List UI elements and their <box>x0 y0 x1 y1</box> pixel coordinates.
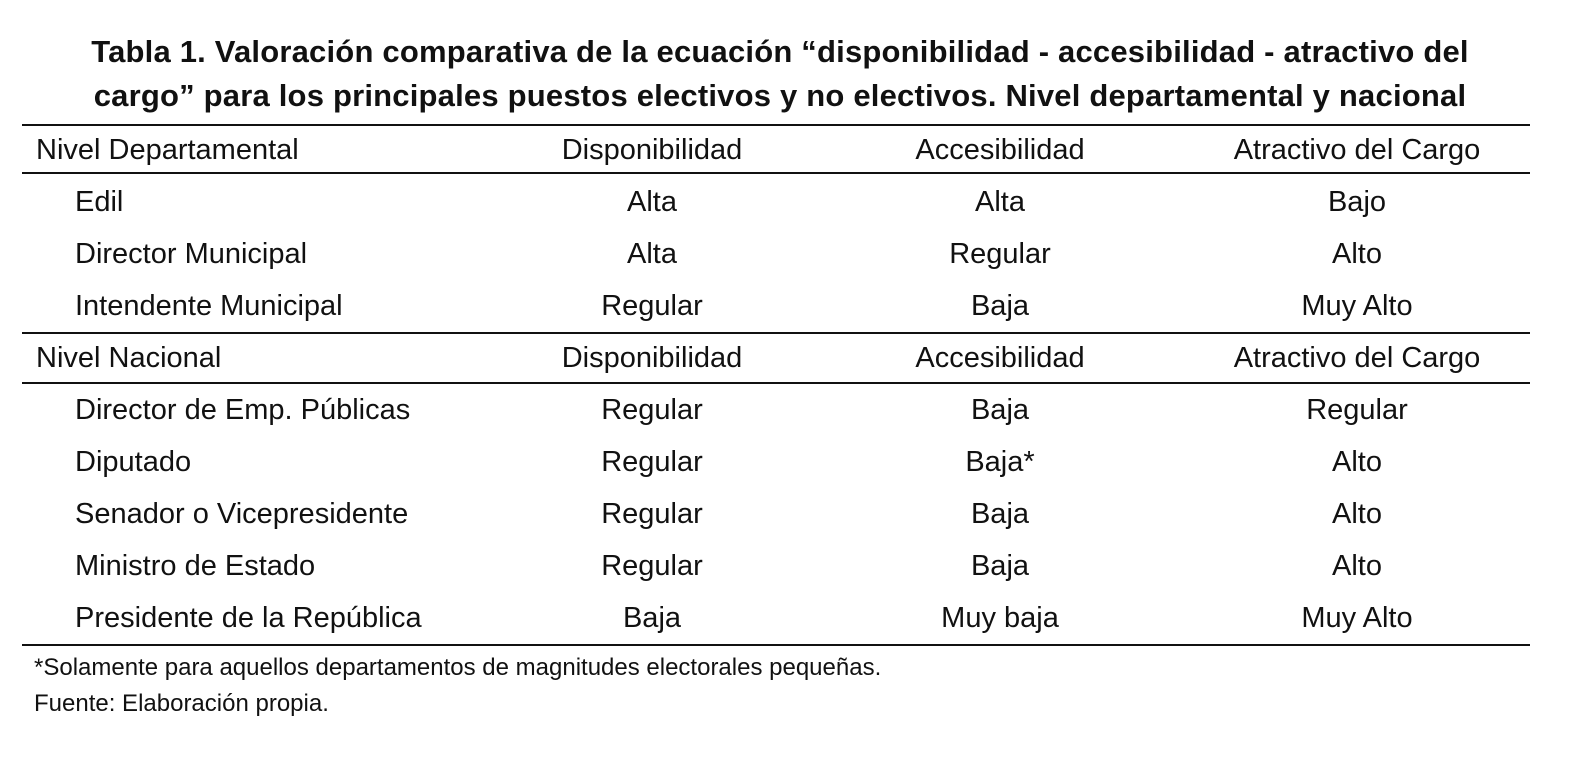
cell-disponibilidad: Alta <box>627 238 677 270</box>
table-row <box>22 436 1530 488</box>
cell-disponibilidad: Regular <box>601 446 703 478</box>
table-title <box>30 30 1530 118</box>
table-row <box>22 540 1530 592</box>
cell-disponibilidad: Regular <box>601 550 703 582</box>
row-label: Ministro de Estado <box>75 550 316 582</box>
row-label: Edil <box>75 186 124 218</box>
row-label: Diputado <box>75 446 192 478</box>
cell-atractivo: Alto <box>1332 550 1382 582</box>
table-row <box>22 592 1530 644</box>
column-header-disponibilidad: Disponibilidad <box>561 134 743 166</box>
row-label: Senador o Vicepresidente <box>75 498 409 530</box>
cell-disponibilidad: Regular <box>601 498 703 530</box>
cell-accesibilidad: Alta <box>975 186 1025 218</box>
table-row <box>22 228 1530 280</box>
column-header-accesibilidad: Accesibilidad <box>915 134 1085 166</box>
cell-accesibilidad: Baja <box>970 290 1030 322</box>
section-title: Nivel Nacional <box>36 342 222 374</box>
cell-atractivo: Alto <box>1332 238 1382 270</box>
row-label: Intendente Municipal <box>75 290 343 322</box>
cell-atractivo: Bajo <box>1327 186 1387 218</box>
cell-accesibilidad: Baja* <box>965 446 1035 478</box>
source-note: Fuente: Elaboración propia. <box>34 690 329 717</box>
row-label: Presidente de la República <box>75 602 422 634</box>
footnote: *Solamente para aquellos departamentos de magnitudes electorales pequeñas. <box>34 654 882 681</box>
cell-atractivo: Alto <box>1332 446 1382 478</box>
cell-atractivo: Muy Alto <box>1301 602 1413 634</box>
cell-disponibilidad: Baja <box>622 602 682 634</box>
column-header-atractivo: Atractivo del Cargo <box>1233 134 1481 166</box>
cell-accesibilidad: Baja <box>970 498 1030 530</box>
section-title: Nivel Departamental <box>36 134 299 166</box>
section-header-departamental <box>22 124 1530 176</box>
cell-disponibilidad: Regular <box>601 394 703 426</box>
column-header-atractivo: Atractivo del Cargo <box>1233 342 1481 374</box>
column-header-accesibilidad: Accesibilidad <box>915 342 1085 374</box>
cell-atractivo: Muy Alto <box>1301 290 1413 322</box>
cell-accesibilidad: Muy baja <box>941 602 1059 634</box>
table-row <box>22 280 1530 332</box>
section-header-nacional <box>22 332 1530 384</box>
row-label: Director Municipal <box>75 238 308 270</box>
cell-accesibilidad: Baja <box>970 394 1030 426</box>
table-row <box>22 384 1530 436</box>
cell-disponibilidad: Regular <box>601 290 703 322</box>
table-title-line-1: Tabla 1. Valoración comparativa de la ecuación “disponibilidad - accesibilidad - atractivo del <box>91 34 1469 69</box>
column-header-disponibilidad: Disponibilidad <box>561 342 743 374</box>
cell-accesibilidad: Baja <box>970 550 1030 582</box>
cell-disponibilidad: Alta <box>627 186 677 218</box>
cell-atractivo: Regular <box>1306 394 1408 426</box>
table-notes <box>34 650 881 722</box>
table-row <box>22 176 1530 228</box>
table-title-line-2: cargo” para los principales puestos electivos y no electivos. Nivel departamental y nacional <box>93 78 1467 113</box>
cell-accesibilidad: Regular <box>949 238 1051 270</box>
table-row <box>22 488 1530 540</box>
cell-atractivo: Alto <box>1332 498 1382 530</box>
table-bottom-rule <box>22 644 1530 646</box>
row-label: Director de Emp. Públicas <box>75 394 411 426</box>
